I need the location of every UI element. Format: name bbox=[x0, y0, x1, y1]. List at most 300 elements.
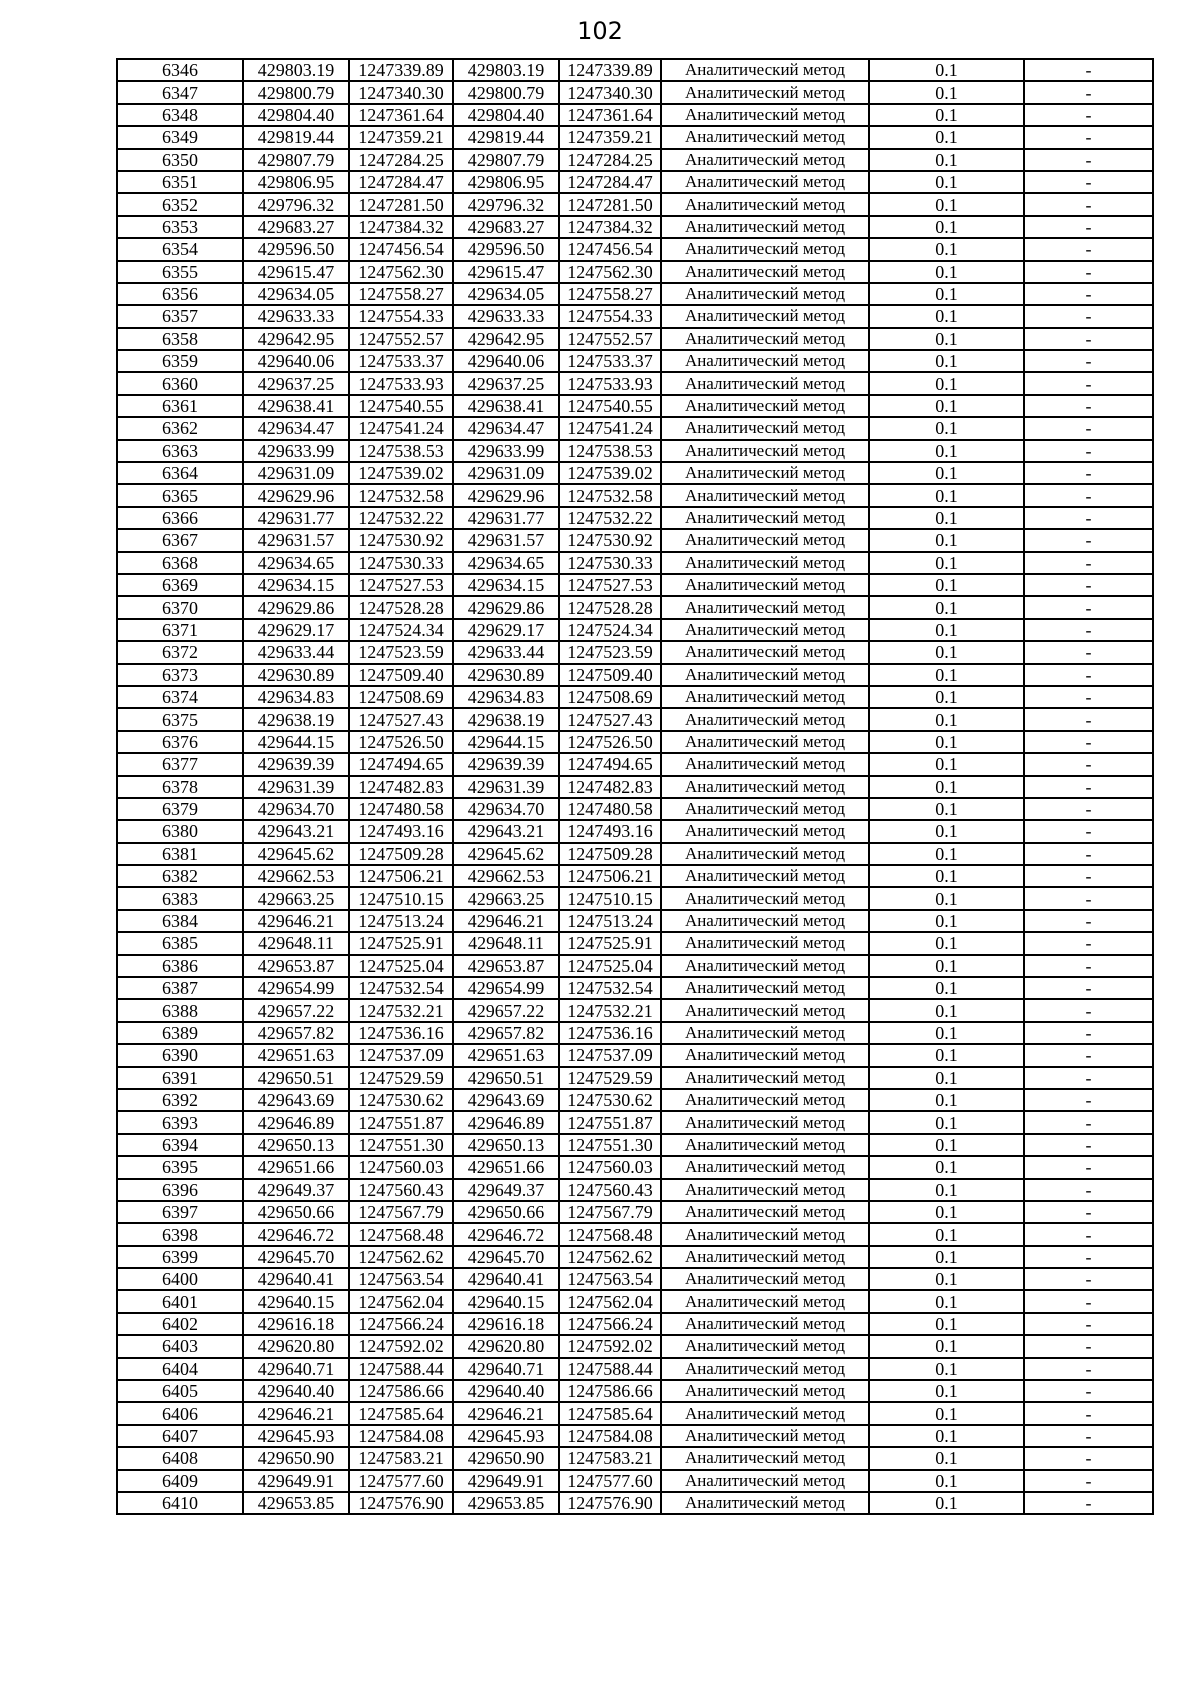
table-row bbox=[117, 1290, 1153, 1312]
accuracy-cell: 0.1 bbox=[869, 1179, 1024, 1201]
table-row bbox=[117, 1492, 1153, 1514]
table-row bbox=[117, 328, 1153, 350]
y-old-cell: 1247525.91 bbox=[349, 932, 453, 954]
note-cell: - bbox=[1024, 1402, 1153, 1424]
point-number-cell: 6392 bbox=[117, 1089, 243, 1111]
y-new-cell: 1247533.37 bbox=[559, 350, 661, 372]
x-old-cell: 429650.13 bbox=[243, 1134, 349, 1156]
x-old-cell: 429631.39 bbox=[243, 776, 349, 798]
note-cell: - bbox=[1024, 910, 1153, 932]
x-new-cell: 429648.11 bbox=[453, 932, 559, 954]
note-cell: - bbox=[1024, 529, 1153, 551]
note-cell: - bbox=[1024, 1380, 1153, 1402]
y-new-cell: 1247523.59 bbox=[559, 641, 661, 663]
y-new-cell: 1247513.24 bbox=[559, 910, 661, 932]
method-cell: Аналитический метод bbox=[661, 619, 869, 641]
y-old-cell: 1247585.64 bbox=[349, 1402, 453, 1424]
y-new-cell: 1247530.92 bbox=[559, 529, 661, 551]
note-cell: - bbox=[1024, 1179, 1153, 1201]
x-old-cell: 429649.37 bbox=[243, 1179, 349, 1201]
x-new-cell: 429630.89 bbox=[453, 664, 559, 686]
note-cell: - bbox=[1024, 1201, 1153, 1223]
x-new-cell: 429645.62 bbox=[453, 843, 559, 865]
y-old-cell: 1247284.47 bbox=[349, 171, 453, 193]
y-old-cell: 1247566.24 bbox=[349, 1313, 453, 1335]
method-cell: Аналитический метод bbox=[661, 753, 869, 775]
accuracy-cell: 0.1 bbox=[869, 1335, 1024, 1357]
point-number-cell: 6383 bbox=[117, 887, 243, 909]
x-old-cell: 429637.25 bbox=[243, 372, 349, 394]
accuracy-cell: 0.1 bbox=[869, 305, 1024, 327]
method-cell: Аналитический метод bbox=[661, 484, 869, 506]
point-number-cell: 6373 bbox=[117, 664, 243, 686]
accuracy-cell: 0.1 bbox=[869, 372, 1024, 394]
note-cell: - bbox=[1024, 81, 1153, 103]
point-number-cell: 6354 bbox=[117, 238, 243, 260]
x-old-cell: 429803.19 bbox=[243, 59, 349, 81]
method-cell: Аналитический метод bbox=[661, 417, 869, 439]
y-old-cell: 1247513.24 bbox=[349, 910, 453, 932]
accuracy-cell: 0.1 bbox=[869, 619, 1024, 641]
x-new-cell: 429662.53 bbox=[453, 865, 559, 887]
x-new-cell: 429653.87 bbox=[453, 955, 559, 977]
x-old-cell: 429633.44 bbox=[243, 641, 349, 663]
method-cell: Аналитический метод bbox=[661, 350, 869, 372]
accuracy-cell: 0.1 bbox=[869, 1380, 1024, 1402]
table-row bbox=[117, 484, 1153, 506]
y-new-cell: 1247537.09 bbox=[559, 1044, 661, 1066]
note-cell: - bbox=[1024, 887, 1153, 909]
note-cell: - bbox=[1024, 261, 1153, 283]
y-old-cell: 1247558.27 bbox=[349, 283, 453, 305]
method-cell: Аналитический метод bbox=[661, 395, 869, 417]
table-row bbox=[117, 529, 1153, 551]
table-row bbox=[117, 1470, 1153, 1492]
method-cell: Аналитический метод bbox=[661, 1358, 869, 1380]
note-cell: - bbox=[1024, 955, 1153, 977]
x-old-cell: 429640.40 bbox=[243, 1380, 349, 1402]
table-row bbox=[117, 462, 1153, 484]
x-old-cell: 429633.99 bbox=[243, 440, 349, 462]
accuracy-cell: 0.1 bbox=[869, 552, 1024, 574]
accuracy-cell: 0.1 bbox=[869, 1089, 1024, 1111]
coordinates-table bbox=[116, 58, 1154, 1515]
x-old-cell: 429646.21 bbox=[243, 1402, 349, 1424]
y-old-cell: 1247530.62 bbox=[349, 1089, 453, 1111]
y-new-cell: 1247576.90 bbox=[559, 1492, 661, 1514]
y-new-cell: 1247456.54 bbox=[559, 238, 661, 260]
y-new-cell: 1247586.66 bbox=[559, 1380, 661, 1402]
x-old-cell: 429650.66 bbox=[243, 1201, 349, 1223]
x-old-cell: 429640.06 bbox=[243, 350, 349, 372]
y-old-cell: 1247577.60 bbox=[349, 1470, 453, 1492]
point-number-cell: 6386 bbox=[117, 955, 243, 977]
accuracy-cell: 0.1 bbox=[869, 999, 1024, 1021]
note-cell: - bbox=[1024, 1492, 1153, 1514]
method-cell: Аналитический метод bbox=[661, 283, 869, 305]
y-new-cell: 1247384.32 bbox=[559, 216, 661, 238]
table-row bbox=[117, 1402, 1153, 1424]
y-new-cell: 1247577.60 bbox=[559, 1470, 661, 1492]
y-new-cell: 1247527.43 bbox=[559, 708, 661, 730]
x-new-cell: 429796.32 bbox=[453, 193, 559, 215]
accuracy-cell: 0.1 bbox=[869, 171, 1024, 193]
method-cell: Аналитический метод bbox=[661, 641, 869, 663]
table-row bbox=[117, 843, 1153, 865]
table-row bbox=[117, 596, 1153, 618]
x-new-cell: 429643.69 bbox=[453, 1089, 559, 1111]
x-new-cell: 429650.13 bbox=[453, 1134, 559, 1156]
method-cell: Аналитический метод bbox=[661, 1402, 869, 1424]
note-cell: - bbox=[1024, 664, 1153, 686]
method-cell: Аналитический метод bbox=[661, 887, 869, 909]
table-row bbox=[117, 731, 1153, 753]
table-row bbox=[117, 1111, 1153, 1133]
x-new-cell: 429800.79 bbox=[453, 81, 559, 103]
note-cell: - bbox=[1024, 552, 1153, 574]
table-row bbox=[117, 1156, 1153, 1178]
x-old-cell: 429642.95 bbox=[243, 328, 349, 350]
y-old-cell: 1247588.44 bbox=[349, 1358, 453, 1380]
table-row bbox=[117, 910, 1153, 932]
y-new-cell: 1247532.21 bbox=[559, 999, 661, 1021]
x-new-cell: 429645.70 bbox=[453, 1246, 559, 1268]
y-new-cell: 1247584.08 bbox=[559, 1425, 661, 1447]
note-cell: - bbox=[1024, 1425, 1153, 1447]
note-cell: - bbox=[1024, 238, 1153, 260]
x-new-cell: 429634.70 bbox=[453, 798, 559, 820]
page-number: 102 bbox=[577, 17, 623, 45]
y-new-cell: 1247284.25 bbox=[559, 149, 661, 171]
point-number-cell: 6355 bbox=[117, 261, 243, 283]
x-new-cell: 429631.39 bbox=[453, 776, 559, 798]
point-number-cell: 6365 bbox=[117, 484, 243, 506]
accuracy-cell: 0.1 bbox=[869, 507, 1024, 529]
table-row bbox=[117, 1313, 1153, 1335]
method-cell: Аналитический метод bbox=[661, 216, 869, 238]
method-cell: Аналитический метод bbox=[661, 1022, 869, 1044]
x-new-cell: 429649.91 bbox=[453, 1470, 559, 1492]
note-cell: - bbox=[1024, 1111, 1153, 1133]
x-old-cell: 429634.05 bbox=[243, 283, 349, 305]
method-cell: Аналитический метод bbox=[661, 81, 869, 103]
x-new-cell: 429634.65 bbox=[453, 552, 559, 574]
y-new-cell: 1247494.65 bbox=[559, 753, 661, 775]
accuracy-cell: 0.1 bbox=[869, 104, 1024, 126]
x-old-cell: 429657.82 bbox=[243, 1022, 349, 1044]
method-cell: Аналитический метод bbox=[661, 104, 869, 126]
note-cell: - bbox=[1024, 104, 1153, 126]
x-old-cell: 429638.19 bbox=[243, 708, 349, 730]
note-cell: - bbox=[1024, 350, 1153, 372]
y-old-cell: 1247563.54 bbox=[349, 1268, 453, 1290]
point-number-cell: 6362 bbox=[117, 417, 243, 439]
note-cell: - bbox=[1024, 1067, 1153, 1089]
accuracy-cell: 0.1 bbox=[869, 865, 1024, 887]
y-old-cell: 1247529.59 bbox=[349, 1067, 453, 1089]
table-row bbox=[117, 126, 1153, 148]
accuracy-cell: 0.1 bbox=[869, 1067, 1024, 1089]
accuracy-cell: 0.1 bbox=[869, 910, 1024, 932]
y-new-cell: 1247563.54 bbox=[559, 1268, 661, 1290]
x-old-cell: 429645.70 bbox=[243, 1246, 349, 1268]
x-new-cell: 429651.63 bbox=[453, 1044, 559, 1066]
method-cell: Аналитический метод bbox=[661, 238, 869, 260]
accuracy-cell: 0.1 bbox=[869, 529, 1024, 551]
x-new-cell: 429646.72 bbox=[453, 1223, 559, 1245]
point-number-cell: 6380 bbox=[117, 820, 243, 842]
x-new-cell: 429646.21 bbox=[453, 1402, 559, 1424]
x-old-cell: 429629.17 bbox=[243, 619, 349, 641]
point-number-cell: 6353 bbox=[117, 216, 243, 238]
note-cell: - bbox=[1024, 149, 1153, 171]
x-new-cell: 429640.71 bbox=[453, 1358, 559, 1380]
x-old-cell: 429646.21 bbox=[243, 910, 349, 932]
y-old-cell: 1247339.89 bbox=[349, 59, 453, 81]
point-number-cell: 6349 bbox=[117, 126, 243, 148]
note-cell: - bbox=[1024, 977, 1153, 999]
table-row bbox=[117, 417, 1153, 439]
method-cell: Аналитический метод bbox=[661, 1089, 869, 1111]
y-old-cell: 1247532.58 bbox=[349, 484, 453, 506]
point-number-cell: 6388 bbox=[117, 999, 243, 1021]
point-number-cell: 6375 bbox=[117, 708, 243, 730]
x-new-cell: 429615.47 bbox=[453, 261, 559, 283]
note-cell: - bbox=[1024, 1156, 1153, 1178]
y-new-cell: 1247530.62 bbox=[559, 1089, 661, 1111]
note-cell: - bbox=[1024, 1268, 1153, 1290]
note-cell: - bbox=[1024, 820, 1153, 842]
note-cell: - bbox=[1024, 328, 1153, 350]
note-cell: - bbox=[1024, 417, 1153, 439]
accuracy-cell: 0.1 bbox=[869, 753, 1024, 775]
accuracy-cell: 0.1 bbox=[869, 798, 1024, 820]
point-number-cell: 6395 bbox=[117, 1156, 243, 1178]
y-old-cell: 1247384.32 bbox=[349, 216, 453, 238]
accuracy-cell: 0.1 bbox=[869, 1358, 1024, 1380]
y-old-cell: 1247586.66 bbox=[349, 1380, 453, 1402]
method-cell: Аналитический метод bbox=[661, 664, 869, 686]
note-cell: - bbox=[1024, 686, 1153, 708]
x-new-cell: 429633.99 bbox=[453, 440, 559, 462]
point-number-cell: 6369 bbox=[117, 574, 243, 596]
table-body bbox=[117, 59, 1153, 1514]
table-row bbox=[117, 283, 1153, 305]
x-new-cell: 429640.15 bbox=[453, 1290, 559, 1312]
y-old-cell: 1247551.30 bbox=[349, 1134, 453, 1156]
method-cell: Аналитический метод bbox=[661, 1313, 869, 1335]
point-number-cell: 6356 bbox=[117, 283, 243, 305]
x-new-cell: 429639.39 bbox=[453, 753, 559, 775]
method-cell: Аналитический метод bbox=[661, 708, 869, 730]
method-cell: Аналитический метод bbox=[661, 1223, 869, 1245]
note-cell: - bbox=[1024, 395, 1153, 417]
method-cell: Аналитический метод bbox=[661, 126, 869, 148]
method-cell: Аналитический метод bbox=[661, 440, 869, 462]
table-row bbox=[117, 507, 1153, 529]
point-number-cell: 6382 bbox=[117, 865, 243, 887]
y-new-cell: 1247527.53 bbox=[559, 574, 661, 596]
point-number-cell: 6389 bbox=[117, 1022, 243, 1044]
note-cell: - bbox=[1024, 999, 1153, 1021]
y-old-cell: 1247340.30 bbox=[349, 81, 453, 103]
method-cell: Аналитический метод bbox=[661, 1335, 869, 1357]
y-new-cell: 1247538.53 bbox=[559, 440, 661, 462]
method-cell: Аналитический метод bbox=[661, 1044, 869, 1066]
note-cell: - bbox=[1024, 776, 1153, 798]
point-number-cell: 6393 bbox=[117, 1111, 243, 1133]
x-old-cell: 429649.91 bbox=[243, 1470, 349, 1492]
y-new-cell: 1247361.64 bbox=[559, 104, 661, 126]
table-row bbox=[117, 1044, 1153, 1066]
y-old-cell: 1247456.54 bbox=[349, 238, 453, 260]
table-row bbox=[117, 216, 1153, 238]
y-old-cell: 1247576.90 bbox=[349, 1492, 453, 1514]
x-new-cell: 429631.09 bbox=[453, 462, 559, 484]
method-cell: Аналитический метод bbox=[661, 865, 869, 887]
x-old-cell: 429653.87 bbox=[243, 955, 349, 977]
accuracy-cell: 0.1 bbox=[869, 328, 1024, 350]
x-old-cell: 429634.83 bbox=[243, 686, 349, 708]
y-new-cell: 1247552.57 bbox=[559, 328, 661, 350]
y-new-cell: 1247532.58 bbox=[559, 484, 661, 506]
note-cell: - bbox=[1024, 283, 1153, 305]
note-cell: - bbox=[1024, 59, 1153, 81]
y-new-cell: 1247583.21 bbox=[559, 1447, 661, 1469]
x-old-cell: 429639.39 bbox=[243, 753, 349, 775]
point-number-cell: 6404 bbox=[117, 1358, 243, 1380]
point-number-cell: 6374 bbox=[117, 686, 243, 708]
accuracy-cell: 0.1 bbox=[869, 59, 1024, 81]
accuracy-cell: 0.1 bbox=[869, 1044, 1024, 1066]
x-new-cell: 429643.21 bbox=[453, 820, 559, 842]
x-new-cell: 429634.83 bbox=[453, 686, 559, 708]
accuracy-cell: 0.1 bbox=[869, 1111, 1024, 1133]
point-number-cell: 6401 bbox=[117, 1290, 243, 1312]
x-old-cell: 429634.65 bbox=[243, 552, 349, 574]
table-row bbox=[117, 1022, 1153, 1044]
point-number-cell: 6360 bbox=[117, 372, 243, 394]
y-old-cell: 1247527.43 bbox=[349, 708, 453, 730]
x-new-cell: 429633.33 bbox=[453, 305, 559, 327]
accuracy-cell: 0.1 bbox=[869, 776, 1024, 798]
accuracy-cell: 0.1 bbox=[869, 1223, 1024, 1245]
note-cell: - bbox=[1024, 305, 1153, 327]
x-new-cell: 429640.41 bbox=[453, 1268, 559, 1290]
point-number-cell: 6358 bbox=[117, 328, 243, 350]
point-number-cell: 6376 bbox=[117, 731, 243, 753]
point-number-cell: 6407 bbox=[117, 1425, 243, 1447]
method-cell: Аналитический метод bbox=[661, 596, 869, 618]
x-old-cell: 429634.15 bbox=[243, 574, 349, 596]
table-row bbox=[117, 999, 1153, 1021]
method-cell: Аналитический метод bbox=[661, 507, 869, 529]
method-cell: Аналитический метод bbox=[661, 820, 869, 842]
x-new-cell: 429633.44 bbox=[453, 641, 559, 663]
x-old-cell: 429807.79 bbox=[243, 149, 349, 171]
y-old-cell: 1247509.40 bbox=[349, 664, 453, 686]
x-old-cell: 429633.33 bbox=[243, 305, 349, 327]
x-new-cell: 429646.21 bbox=[453, 910, 559, 932]
table-row bbox=[117, 753, 1153, 775]
x-new-cell: 429629.17 bbox=[453, 619, 559, 641]
point-number-cell: 6387 bbox=[117, 977, 243, 999]
accuracy-cell: 0.1 bbox=[869, 708, 1024, 730]
accuracy-cell: 0.1 bbox=[869, 664, 1024, 686]
note-cell: - bbox=[1024, 171, 1153, 193]
accuracy-cell: 0.1 bbox=[869, 596, 1024, 618]
method-cell: Аналитический метод bbox=[661, 977, 869, 999]
point-number-cell: 6379 bbox=[117, 798, 243, 820]
y-new-cell: 1247510.15 bbox=[559, 887, 661, 909]
note-cell: - bbox=[1024, 440, 1153, 462]
point-number-cell: 6409 bbox=[117, 1470, 243, 1492]
x-new-cell: 429644.15 bbox=[453, 731, 559, 753]
point-number-cell: 6363 bbox=[117, 440, 243, 462]
table-row bbox=[117, 776, 1153, 798]
y-old-cell: 1247540.55 bbox=[349, 395, 453, 417]
y-old-cell: 1247281.50 bbox=[349, 193, 453, 215]
method-cell: Аналитический метод bbox=[661, 843, 869, 865]
table-row bbox=[117, 798, 1153, 820]
note-cell: - bbox=[1024, 843, 1153, 865]
x-new-cell: 429629.86 bbox=[453, 596, 559, 618]
y-old-cell: 1247528.28 bbox=[349, 596, 453, 618]
accuracy-cell: 0.1 bbox=[869, 1134, 1024, 1156]
x-new-cell: 429653.85 bbox=[453, 1492, 559, 1514]
accuracy-cell: 0.1 bbox=[869, 1470, 1024, 1492]
point-number-cell: 6398 bbox=[117, 1223, 243, 1245]
table-row bbox=[117, 395, 1153, 417]
y-old-cell: 1247480.58 bbox=[349, 798, 453, 820]
x-old-cell: 429683.27 bbox=[243, 216, 349, 238]
y-new-cell: 1247540.55 bbox=[559, 395, 661, 417]
point-number-cell: 6346 bbox=[117, 59, 243, 81]
x-old-cell: 429631.09 bbox=[243, 462, 349, 484]
point-number-cell: 6361 bbox=[117, 395, 243, 417]
x-new-cell: 429637.25 bbox=[453, 372, 559, 394]
accuracy-cell: 0.1 bbox=[869, 417, 1024, 439]
x-new-cell: 429642.95 bbox=[453, 328, 559, 350]
note-cell: - bbox=[1024, 216, 1153, 238]
accuracy-cell: 0.1 bbox=[869, 484, 1024, 506]
x-old-cell: 429663.25 bbox=[243, 887, 349, 909]
accuracy-cell: 0.1 bbox=[869, 641, 1024, 663]
y-old-cell: 1247524.34 bbox=[349, 619, 453, 641]
y-new-cell: 1247585.64 bbox=[559, 1402, 661, 1424]
y-new-cell: 1247508.69 bbox=[559, 686, 661, 708]
y-new-cell: 1247530.33 bbox=[559, 552, 661, 574]
x-new-cell: 429657.82 bbox=[453, 1022, 559, 1044]
x-old-cell: 429645.93 bbox=[243, 1425, 349, 1447]
table-row bbox=[117, 887, 1153, 909]
accuracy-cell: 0.1 bbox=[869, 1402, 1024, 1424]
y-old-cell: 1247551.87 bbox=[349, 1111, 453, 1133]
table-row bbox=[117, 552, 1153, 574]
y-new-cell: 1247525.91 bbox=[559, 932, 661, 954]
point-number-cell: 6397 bbox=[117, 1201, 243, 1223]
note-cell: - bbox=[1024, 1246, 1153, 1268]
method-cell: Аналитический метод bbox=[661, 1111, 869, 1133]
x-new-cell: 429650.66 bbox=[453, 1201, 559, 1223]
method-cell: Аналитический метод bbox=[661, 1380, 869, 1402]
point-number-cell: 6351 bbox=[117, 171, 243, 193]
y-new-cell: 1247536.16 bbox=[559, 1022, 661, 1044]
x-new-cell: 429631.57 bbox=[453, 529, 559, 551]
point-number-cell: 6400 bbox=[117, 1268, 243, 1290]
y-new-cell: 1247566.24 bbox=[559, 1313, 661, 1335]
table-row bbox=[117, 1246, 1153, 1268]
